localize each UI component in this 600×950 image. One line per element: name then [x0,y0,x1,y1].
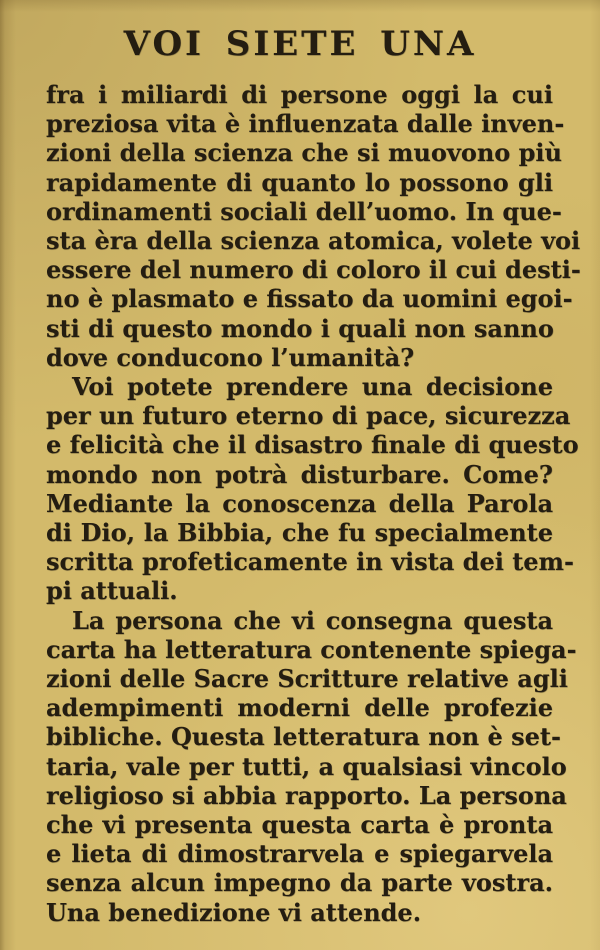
text-line: zioni delle Sacre Scritture relative agli [46,664,568,694]
paragraph [46,372,579,606]
document-title: VOI SIETE UNA [123,24,477,64]
text-line: e felicità che il disastro finale di questo [46,430,579,460]
text-line: senza alcun impegno da parte vostra. [46,868,553,898]
text-line: Voi potete prendere una decisione [72,372,553,402]
text-line: zioni della scienza che si muovono più [46,138,562,168]
text-line: dove conducono l’umanità? [46,342,415,372]
text-line: religioso si abbia rapporto. La persona [46,780,567,810]
text-line: sta èra della scienza atomica, volete voi [46,226,581,256]
text-line: La persona che vi consegna questa [72,605,553,635]
text-line: sti di questo mondo i quali non sanno [46,313,554,343]
text-line: carta ha letteratura contenente spiega- [46,634,577,664]
text-line: per un futuro eterno di pace, sicurezza [46,401,571,431]
text-line: che vi presenta questa carta è pronta [46,810,553,840]
text-line: mondo non potrà disturbare. Come? [46,459,553,489]
paragraph [46,605,577,927]
text-line: no è plasmato e fissato da uomini egoi- [46,284,573,314]
text-line: taria, vale per tutti, a qualsiasi vincolo [46,751,567,781]
document-body [46,80,581,927]
text-line: rapidamente di quanto lo possono gli [46,167,553,197]
text-line: Una benedizione vi attende. [46,897,422,927]
paragraph [46,80,581,372]
text-line: e lieta di dimostrarvela e spiegarvela [46,839,553,869]
text-line: bibliche. Questa letteratura non è set- [46,722,561,752]
text-line: fra i miliardi di persone oggi la cui [46,80,553,109]
text-line: di Dio, la Bibbia, che fu specialmente [46,518,553,548]
text-line: scritta profeticamente in vista dei tem- [46,547,574,577]
text-line: Mediante la conoscenza della Parola [46,488,553,518]
text-line: preziosa vita è influenzata dalle inven- [46,109,565,139]
text-line: ordinamenti sociali dell’uomo. In que- [46,196,562,226]
text-line: pi attuali. [46,576,178,606]
text-line: adempimenti moderni delle profezie [46,693,553,723]
text-line: essere del numero di coloro il cui desti- [46,255,581,285]
